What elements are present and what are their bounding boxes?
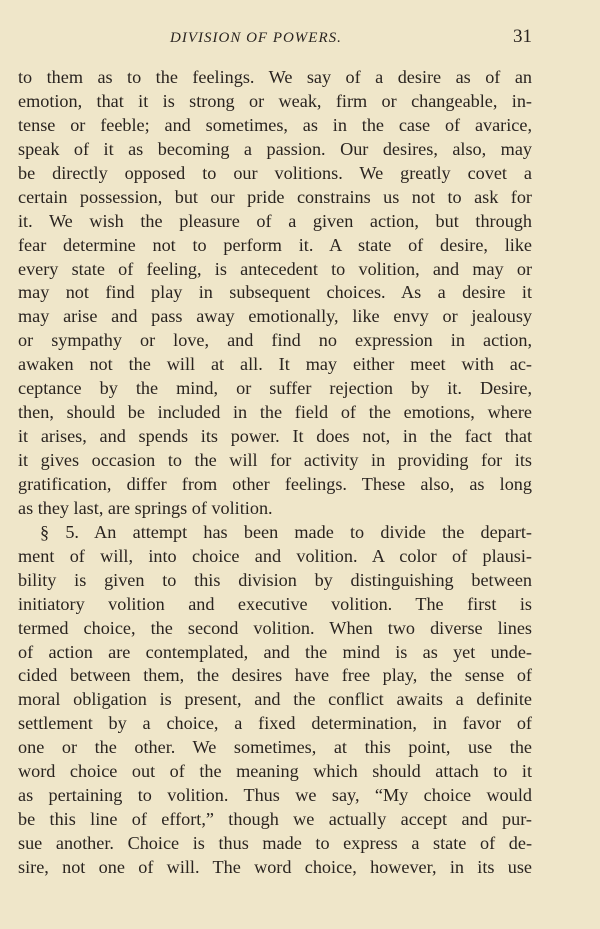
text-line: sue another. Choice is thus made to express a state of de-	[18, 833, 532, 853]
text-line: awaken not the will at all. It may either meet with ac-	[18, 354, 532, 375]
text-line: ment of will, into choice and volition. A color of plausi-	[18, 545, 532, 566]
running-head: DIVISION OF POWERS.	[170, 30, 342, 46]
page-number: 31	[513, 26, 532, 47]
text-line: tense or feeble; and sometimes, as in the case of avarice,	[18, 114, 532, 135]
text-line: be directly opposed to our volitions. We greatly covet a	[18, 162, 532, 183]
text-line: it gives occasion to the will for activity in providing for its	[18, 450, 532, 470]
text-line: gratification, differ from other feelings. These also, as long	[18, 473, 532, 494]
paragraph-start-line: § 5. An attempt has been made to divide the depart-	[40, 521, 532, 542]
text-line: one or the other. We sometimes, at this point, use the	[18, 737, 532, 758]
text-line: may arise and pass away emotionally, like envy or jealousy	[18, 306, 532, 327]
text-line: of action are contemplated, and the mind is as yet unde-	[18, 641, 532, 662]
text-line: or sympathy or love, and find no expression in action,	[18, 330, 532, 351]
text-line: every state of feeling, is antecedent to volition, and may or	[18, 258, 532, 279]
text-line: to them as to the feelings. We say of a desire as of an	[18, 67, 532, 87]
text-line: bility is given to this division by distinguishing between	[18, 569, 532, 590]
text-line: cided between them, the desires have free play, the sense of	[18, 665, 532, 686]
text-line: it. We wish the pleasure of a given action, but through	[18, 210, 532, 231]
text-line: moral obligation is present, and the conflict awaits a definite	[18, 689, 532, 710]
text-line: settlement by a choice, a fixed determination, in favor of	[18, 713, 532, 734]
body-text	[18, 66, 532, 880]
text-line: sire, not one of will. The word choice, however, in its use	[18, 856, 532, 877]
text-line: speak of it as becoming a passion. Our desires, also, may	[18, 138, 532, 159]
text-line: ceptance by the mind, or suffer rejection by it. Desire,	[18, 378, 532, 399]
text-line: termed choice, the second volition. When two diverse lines	[18, 617, 532, 638]
text-line: as they last, are springs of volition.	[18, 497, 273, 518]
text-line: certain possession, but our pride constrains us not to ask for	[18, 186, 532, 207]
text-line: may not find play in subsequent choices. As a desire it	[18, 282, 532, 303]
text-line: then, should be included in the field of the emotions, where	[18, 402, 532, 423]
text-line: as pertaining to volition. Thus we say, “My choice would	[18, 785, 532, 806]
text-line: be this line of effort,” though we actually accept and pur-	[18, 809, 532, 830]
text-line: fear determine not to perform it. A state of desire, like	[18, 234, 532, 255]
text-line: initiatory volition and executive volition. The first is	[18, 593, 532, 614]
page-header	[170, 26, 532, 48]
text-line: word choice out of the meaning which should attach to it	[18, 761, 532, 782]
text-line: emotion, that it is strong or weak, firm or changeable, in-	[18, 90, 532, 111]
text-line: it arises, and spends its power. It does not, in the fact that	[18, 426, 532, 447]
